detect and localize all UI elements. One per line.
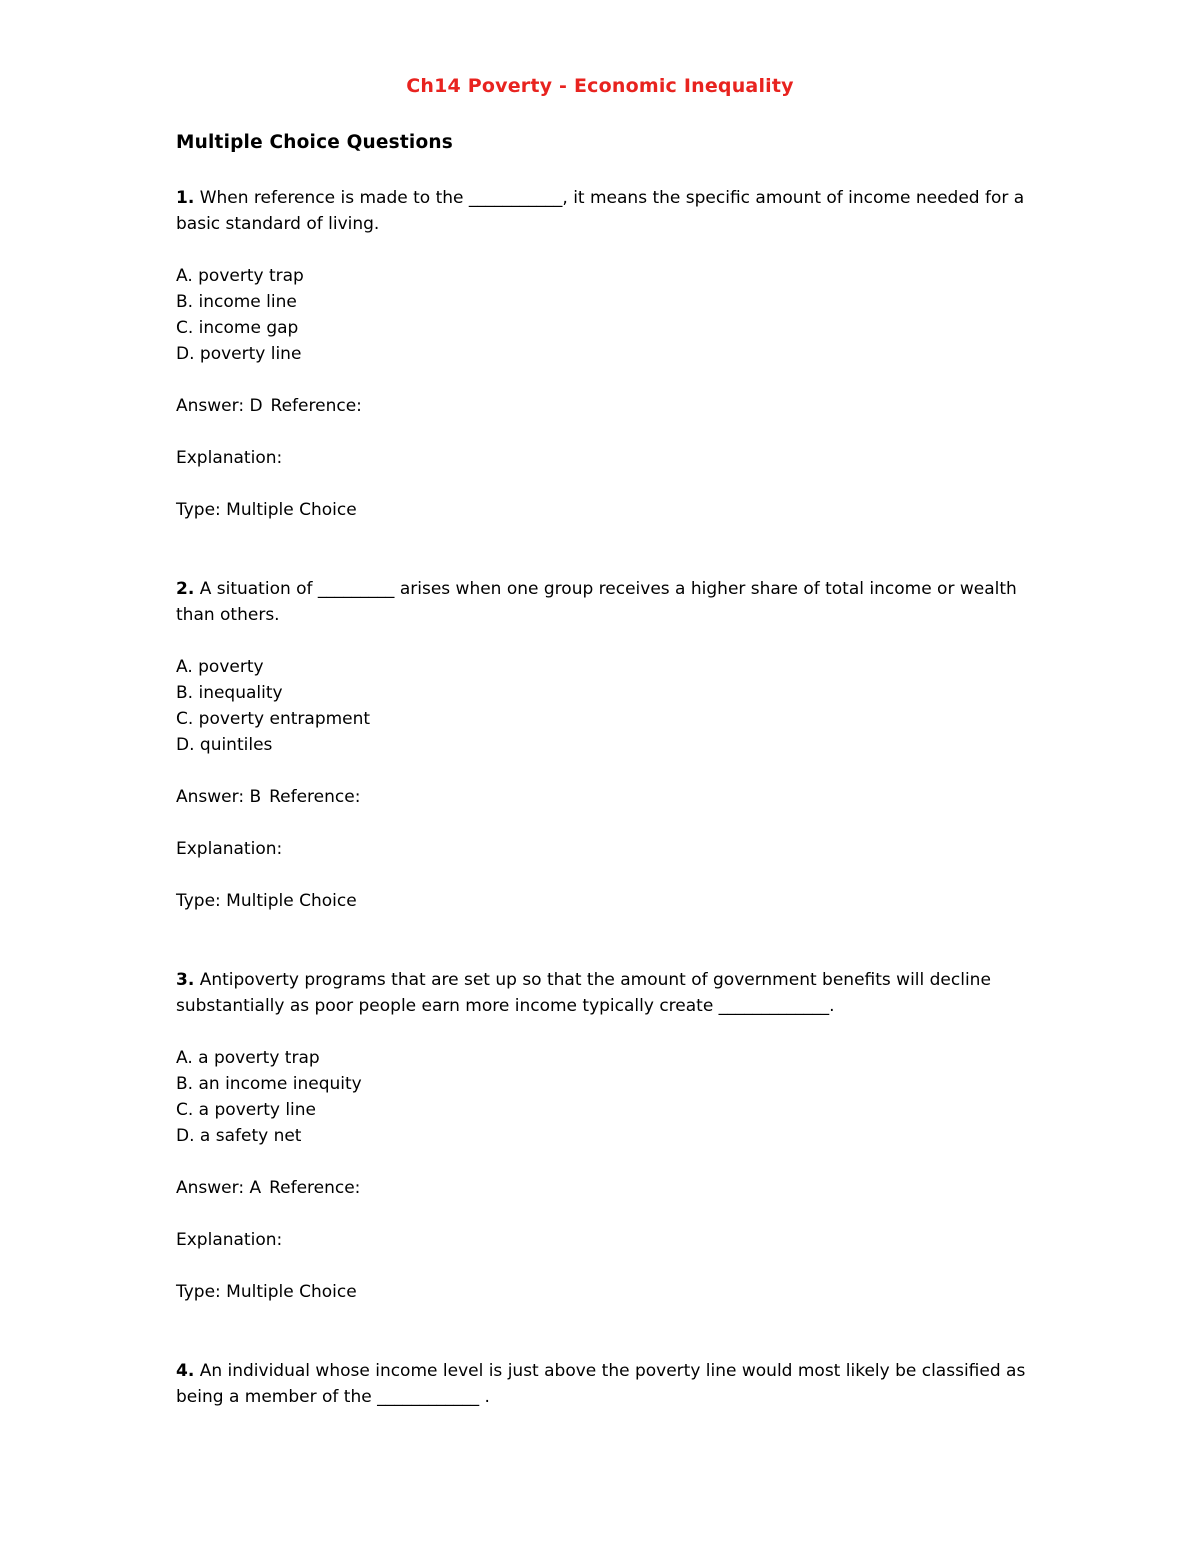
- answer-line: [176, 784, 1036, 810]
- question-text: An individual whose income level is just above the poverty line would most likely be classified as being a member of the ____________ .: [176, 1361, 1026, 1407]
- question-stem: [176, 968, 1036, 1019]
- question-3: [176, 968, 1036, 1305]
- question-number: 4.: [176, 1361, 195, 1381]
- answer-value: Answer: B: [176, 787, 262, 807]
- question-text: Antipoverty programs that are set up so that the amount of government benefits will decline substantially as poor people earn more income typically create _____________.: [176, 970, 991, 1016]
- reference-label: Reference:: [269, 1178, 361, 1198]
- question-stem: [176, 186, 1036, 237]
- answer-line: [176, 393, 1036, 419]
- explanation-label: Explanation:: [176, 1230, 283, 1250]
- question-number: 1.: [176, 188, 195, 208]
- question-text: When reference is made to the ___________, it means the specific amount of income needed for a basic standard of living.: [176, 188, 1025, 234]
- option-d: D. poverty line: [176, 344, 302, 364]
- explanation-label: Explanation:: [176, 448, 283, 468]
- reference-label: Reference:: [269, 787, 361, 807]
- explanation-label: Explanation:: [176, 839, 283, 859]
- question-number: 3.: [176, 970, 195, 990]
- question-1: [176, 186, 1036, 523]
- answer-value: Answer: D: [176, 396, 263, 416]
- question-text: A situation of _________ arises when one group receives a higher share of total income or wealth than others.: [176, 579, 1017, 625]
- question-number: 2.: [176, 579, 195, 599]
- question-stem: [176, 1359, 1036, 1410]
- question-type: Type: Multiple Choice: [176, 1282, 357, 1302]
- option-b: B. inequality: [176, 683, 283, 703]
- answer-line: [176, 1175, 1036, 1201]
- document-title: Ch14 Poverty - Economic Inequality: [406, 75, 794, 97]
- answer-value: Answer: A: [176, 1178, 262, 1198]
- question-4: [176, 1359, 1036, 1410]
- option-a: A. poverty: [176, 657, 264, 677]
- answer-options: [176, 654, 1036, 758]
- option-b: B. income line: [176, 292, 297, 312]
- question-stem: [176, 577, 1036, 628]
- option-a: A. a poverty trap: [176, 1048, 320, 1068]
- option-d: D. quintiles: [176, 735, 273, 755]
- option-b: B. an income inequity: [176, 1074, 362, 1094]
- answer-options: [176, 1045, 1036, 1149]
- option-c: C. a poverty line: [176, 1100, 317, 1120]
- option-c: C. poverty entrapment: [176, 709, 371, 729]
- option-c: C. income gap: [176, 318, 299, 338]
- option-a: A. poverty trap: [176, 266, 304, 286]
- question-2: [176, 577, 1036, 914]
- question-type: Type: Multiple Choice: [176, 500, 357, 520]
- answer-options: [176, 263, 1036, 367]
- reference-label: Reference:: [270, 396, 362, 416]
- section-heading: Multiple Choice Questions: [176, 132, 453, 153]
- option-d: D. a safety net: [176, 1126, 302, 1146]
- question-type: Type: Multiple Choice: [176, 891, 357, 911]
